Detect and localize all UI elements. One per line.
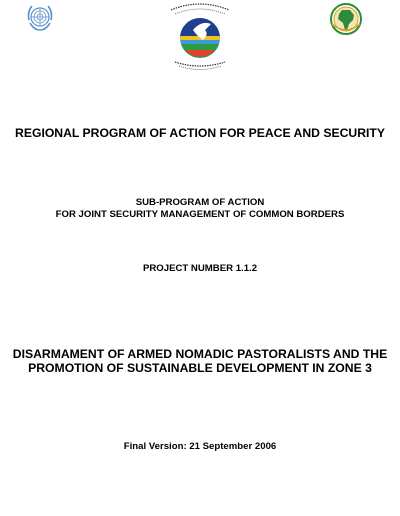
project-heading-line-1: DISARMAMENT OF ARMED NOMADIC PASTORALISTS AND THE [12,347,388,361]
project-number: PROJECT NUMBER 1.1.2 [142,263,258,274]
african-union-emblem-icon [328,2,364,36]
subprogram-line-2: FOR JOINT SECURITY MANAGEMENT OF COMMON BORDERS [55,209,345,220]
document-title: REGIONAL PROGRAM OF ACTION FOR PEACE AND SECURITY [15,126,385,140]
subprogram-line-1: SUB-PROGRAM OF ACTION [135,197,265,208]
icglr-peace-dove-emblem-icon [165,0,235,72]
un-emblem-icon [22,0,58,36]
final-version-date: Final Version: 21 September 2006 [123,441,277,452]
project-heading-line-2: PROMOTION OF SUSTAINABLE DEVELOPMENT IN ZONE 3 [28,361,372,375]
